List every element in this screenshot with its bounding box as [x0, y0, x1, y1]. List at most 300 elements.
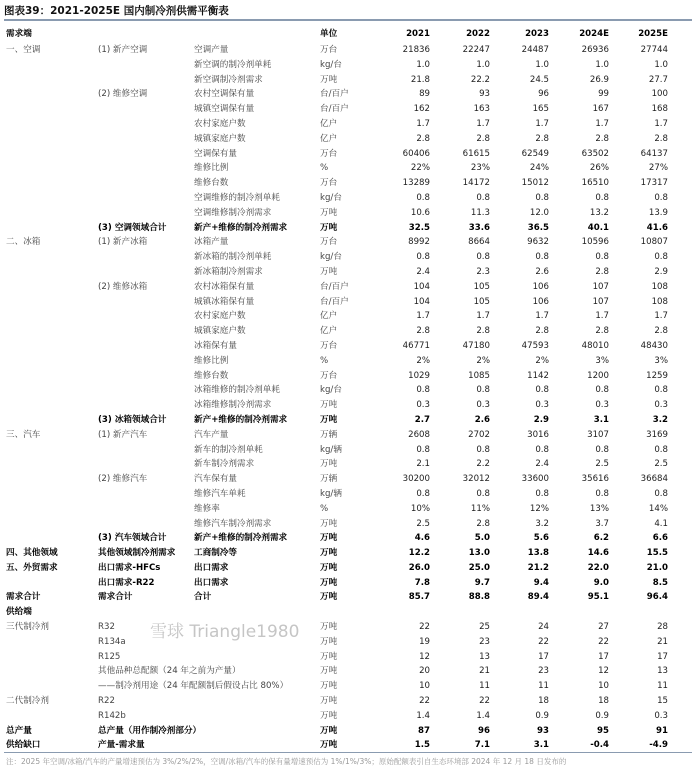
cell-unit: 万吨 [320, 266, 338, 277]
cell-value-2025e: 21.0 [646, 562, 668, 573]
cell-value-2022: 0.8 [476, 385, 490, 396]
cell-value-2025e: 2.8 [654, 133, 668, 144]
cell-item: 汽车保有量 [194, 474, 237, 485]
table-row [0, 546, 700, 561]
cell-item: 新产+维修的制冷剂需求 [194, 533, 288, 544]
table-row [0, 87, 700, 102]
cell-item: 维修台数 [194, 178, 229, 189]
cell-unit: 万吨 [320, 518, 338, 529]
cell-value-2023: 15012 [521, 178, 549, 189]
cell-value-2024e: 26.9 [589, 74, 609, 85]
cell-category: 三、汽车 [6, 429, 41, 440]
cell-value-2022: 7.1 [474, 740, 490, 751]
cell-value-2025e: 8.5 [652, 577, 668, 588]
cell-item: 冰箱维修的制冷剂单耗 [194, 385, 280, 396]
cell-item: 合计 [194, 592, 212, 603]
cell-value-2025e: 17317 [640, 178, 668, 189]
cell-value-2021: 0.8 [416, 252, 430, 263]
cell-category: 供给缺口 [6, 740, 41, 751]
cell-value-2023: 62549 [521, 148, 549, 159]
cell-value-2025e: 0.8 [654, 444, 668, 455]
cell-value-2023: 18 [538, 696, 549, 707]
cell-value-2025e: 96.4 [646, 592, 668, 603]
cell-value-2025e: 27.7 [648, 74, 668, 85]
cell-item: 新冰箱制冷剂需求 [194, 266, 263, 277]
cell-unit: 万吨 [320, 459, 338, 470]
cell-value-2023: 1.7 [535, 311, 549, 322]
cell-value-2023: 93 [537, 725, 549, 736]
cell-value-2024e: 22.0 [587, 562, 609, 573]
cell-value-2023: 2.4 [535, 459, 549, 470]
cell-value-2025e: 15.5 [646, 548, 668, 559]
cell-item: 城镇家庭户数 [194, 326, 246, 337]
cell-unit: 万吨 [320, 696, 338, 707]
cell-value-2025e: 27744 [640, 45, 668, 55]
cell-value-2023: 23 [538, 666, 549, 677]
cell-value-2025e: 48430 [640, 340, 668, 351]
cell-value-2021: 26.0 [408, 562, 430, 573]
table-row [0, 428, 700, 443]
cell-unit: 万台 [320, 340, 338, 351]
table-row [0, 605, 700, 620]
cell-unit: 万台 [320, 237, 338, 248]
cell-subcategory: R134a [98, 636, 126, 647]
cell-value-2022: 0.3 [476, 400, 490, 411]
cell-value-2021: 8992 [408, 237, 430, 248]
cell-unit: 万台 [320, 148, 338, 159]
table-row [0, 280, 700, 295]
cell-value-2024e: 14.6 [587, 548, 609, 559]
cell-subcategory: (2) 维修汽车 [98, 474, 148, 485]
table-row [0, 102, 700, 117]
cell-value-2021: 4.6 [414, 533, 430, 544]
table-row [0, 176, 700, 191]
cell-value-2025e: 0.8 [654, 488, 668, 499]
cell-value-2024e: 35616 [581, 474, 609, 485]
cell-item: 出口需求 [194, 577, 229, 588]
cell-value-2025e: 64137 [640, 148, 668, 159]
header-value-2025e: 2025E [638, 29, 668, 39]
cell-value-2023: 33600 [521, 474, 549, 485]
cell-value-2021: 7.8 [414, 577, 430, 588]
cell-subcategory: 需求合计 [98, 592, 133, 603]
cell-value-2021: 2.7 [414, 414, 430, 425]
cell-value-2022: 2.8 [476, 518, 490, 529]
cell-value-2022: 88.8 [468, 592, 490, 603]
cell-value-2024e: 107 [592, 281, 609, 292]
cell-value-2022: 21 [479, 666, 490, 677]
cell-value-2024e: 0.8 [595, 192, 609, 203]
cell-subcategory: R142b [98, 710, 126, 721]
cell-value-2023: 5.6 [533, 533, 549, 544]
cell-value-2025e: 28 [657, 622, 668, 633]
cell-value-2023: 21.2 [527, 562, 549, 573]
cell-value-2021: 22 [419, 696, 430, 707]
table-row [0, 147, 700, 162]
cell-value-2022: 2702 [468, 429, 490, 440]
table-title: 图表39：2021-2025E 国内制冷剂供需平衡表 [4, 5, 229, 17]
cell-value-2024e: 0.8 [595, 488, 609, 499]
cell-unit: % [320, 355, 329, 366]
cell-value-2024e: 0.8 [595, 444, 609, 455]
cell-value-2021: 1.4 [416, 710, 430, 721]
cell-value-2024e: 26936 [581, 45, 609, 55]
header-unit: 单位 [320, 29, 338, 39]
cell-value-2022: 22 [479, 696, 490, 707]
cell-value-2021: 21.8 [410, 74, 430, 85]
cell-value-2025e: 10807 [640, 237, 668, 248]
cell-value-2025e: 27% [648, 163, 668, 174]
cell-value-2022: 2% [476, 355, 490, 366]
cell-value-2022: 32012 [462, 474, 490, 485]
cell-value-2025e: 168 [651, 104, 668, 115]
cell-item: 新空调的制冷剂单耗 [194, 59, 272, 70]
cell-value-2023: 0.9 [535, 710, 549, 721]
cell-item: 出口需求 [194, 562, 229, 573]
cell-category: 供给端 [6, 607, 32, 618]
cell-value-2023: 0.8 [535, 252, 549, 263]
table-row [0, 664, 700, 679]
cell-value-2021: 2.5 [416, 518, 430, 529]
cell-subcategory: 总产量（用作制冷剂部分） [98, 725, 202, 736]
cell-value-2022: 105 [473, 296, 490, 307]
cell-unit: 万吨 [320, 666, 338, 677]
cell-item: 空调产量 [194, 45, 229, 55]
table-row [0, 709, 700, 724]
cell-value-2021: 89 [419, 89, 430, 100]
cell-unit: 万吨 [320, 74, 338, 85]
cell-value-2024e: 22 [598, 636, 609, 647]
cell-subcategory: R22 [98, 696, 115, 707]
cell-item: 维修比例 [194, 163, 229, 174]
cell-value-2023: 0.8 [535, 385, 549, 396]
table-row [0, 398, 700, 413]
cell-value-2021: 87 [418, 725, 430, 736]
cell-value-2024e: 1.7 [595, 118, 609, 129]
cell-value-2023: 0.8 [535, 444, 549, 455]
cell-value-2024e: 10596 [581, 237, 609, 248]
cell-unit: % [320, 163, 329, 174]
cell-value-2024e: 3.7 [595, 518, 609, 529]
cell-value-2024e: 48010 [581, 340, 609, 351]
cell-item: 空调维修的制冷剂单耗 [194, 192, 280, 203]
cell-value-2025e: 21 [657, 636, 668, 647]
header-value-2024e: 2024E [579, 29, 609, 39]
cell-value-2023: 36.5 [527, 222, 549, 233]
table-row [0, 235, 700, 250]
cell-unit: 万吨 [320, 207, 338, 218]
cell-subcategory: (2) 维修空调 [98, 89, 148, 100]
cell-value-2022: 33.6 [468, 222, 490, 233]
table-row [0, 250, 700, 265]
cell-item: 城镇空调保有量 [194, 104, 255, 115]
header-value-2021: 2021 [406, 29, 430, 39]
cell-value-2023: 24487 [521, 45, 549, 55]
cell-value-2025e: 0.8 [654, 385, 668, 396]
cell-value-2025e: 0.8 [654, 192, 668, 203]
cell-value-2021: 12 [419, 651, 430, 662]
cell-item: 农村家庭户数 [194, 118, 246, 129]
cell-value-2022: 0.8 [476, 488, 490, 499]
cell-value-2021: 104 [413, 281, 430, 292]
cell-value-2023: 12.0 [529, 207, 549, 218]
cell-unit: 万辆 [320, 429, 338, 440]
cell-value-2023: 106 [532, 296, 549, 307]
cell-value-2022: 22247 [462, 45, 490, 55]
table-row [0, 383, 700, 398]
cell-value-2024e: 6.2 [593, 533, 609, 544]
cell-unit: 万辆 [320, 474, 338, 485]
table-row [0, 679, 700, 694]
watermark: 雪球 Triangle1980 [150, 622, 300, 642]
cell-value-2022: 93 [479, 89, 490, 100]
cell-item: 新车制冷剂需求 [194, 459, 255, 470]
cell-subcategory: R32 [98, 622, 115, 633]
cell-item: 农村冰箱保有量 [194, 281, 255, 292]
table-row [0, 132, 700, 147]
table-row [0, 43, 700, 58]
table-row [0, 487, 700, 502]
cell-unit: kg/台 [320, 252, 342, 263]
cell-value-2024e: 107 [592, 296, 609, 307]
cell-value-2025e: 91 [656, 725, 668, 736]
table-row [0, 517, 700, 532]
cell-unit: 亿户 [320, 133, 338, 144]
cell-subcategory: R125 [98, 651, 121, 662]
cell-value-2023: 17 [538, 651, 549, 662]
cell-value-2023: 12% [529, 503, 549, 514]
cell-value-2022: 2.2 [476, 459, 490, 470]
cell-value-2024e: 1.0 [595, 59, 609, 70]
cell-value-2025e: 6.6 [652, 533, 668, 544]
cell-subcategory: 其他领域制冷剂需求 [98, 548, 176, 559]
cell-value-2021: 32.5 [408, 222, 430, 233]
cell-unit: 万吨 [320, 400, 338, 411]
cell-value-2022: 0.8 [476, 252, 490, 263]
cell-value-2022: 47180 [462, 340, 490, 351]
cell-item: 工商制冷等 [194, 548, 237, 559]
cell-category: 总产量 [6, 725, 32, 736]
supply-demand-table [0, 25, 700, 753]
cell-value-2021: 10% [410, 503, 430, 514]
cell-value-2025e: 3.2 [652, 414, 668, 425]
table-row [0, 324, 700, 339]
table-row [0, 635, 700, 650]
table-row [0, 502, 700, 517]
cell-category: 需求合计 [6, 592, 41, 603]
title-divider [4, 19, 692, 21]
cell-subcategory: (1) 新产汽车 [98, 429, 148, 440]
cell-value-2023: 0.8 [535, 192, 549, 203]
cell-value-2022: 13.0 [468, 548, 490, 559]
cell-unit: 台/百户 [320, 104, 349, 115]
cell-unit: 万台 [320, 178, 338, 189]
cell-item: 农村家庭户数 [194, 311, 246, 322]
cell-value-2023: 22 [538, 636, 549, 647]
table-header-row [0, 25, 700, 43]
cell-value-2022: 11 [479, 681, 490, 692]
cell-unit: kg/台 [320, 192, 342, 203]
cell-value-2022: 14172 [462, 178, 490, 189]
cell-value-2025e: 1.7 [654, 311, 668, 322]
table-row [0, 265, 700, 280]
cell-unit: 台/百户 [320, 89, 349, 100]
cell-value-2022: 25.0 [468, 562, 490, 573]
cell-value-2023: 2.9 [533, 414, 549, 425]
cell-value-2021: 10 [419, 681, 430, 692]
cell-unit: 万吨 [320, 222, 338, 233]
cell-value-2023: 0.8 [535, 488, 549, 499]
table-row [0, 221, 700, 236]
cell-item: 维修率 [194, 503, 220, 514]
cell-value-2025e: 100 [651, 89, 668, 100]
cell-value-2025e: 13.9 [648, 207, 668, 218]
cell-value-2023: 3016 [527, 429, 549, 440]
table-bottom-divider [4, 752, 692, 753]
table-row [0, 206, 700, 221]
cell-value-2024e: 10 [598, 681, 609, 692]
cell-subcategory: (3) 汽车领域合计 [98, 533, 167, 544]
cell-value-2022: 61615 [462, 148, 490, 159]
table-row [0, 161, 700, 176]
cell-unit: 万台 [320, 370, 338, 381]
cell-value-2021: 2.8 [416, 326, 430, 337]
cell-value-2024e: 1.7 [595, 311, 609, 322]
cell-value-2024e: 2.8 [595, 326, 609, 337]
table-row [0, 443, 700, 458]
cell-category: 二、冰箱 [6, 237, 41, 248]
cell-item: 冰箱产量 [194, 237, 229, 248]
cell-value-2024e: 18 [598, 696, 609, 707]
cell-value-2021: 0.3 [416, 400, 430, 411]
cell-value-2022: 2.3 [476, 266, 490, 277]
cell-value-2024e: 13.2 [589, 207, 609, 218]
cell-category: 四、其他领域 [6, 548, 58, 559]
cell-unit: kg/辆 [320, 488, 342, 499]
cell-value-2025e: 14% [648, 503, 668, 514]
cell-value-2022: 23 [479, 636, 490, 647]
cell-value-2025e: 1.7 [654, 118, 668, 129]
cell-unit: 万吨 [320, 725, 338, 736]
cell-value-2024e: 95.1 [587, 592, 609, 603]
cell-unit: 万台 [320, 45, 338, 55]
cell-item: 新冰箱的制冷剂单耗 [194, 252, 272, 263]
cell-value-2024e: 0.8 [595, 385, 609, 396]
cell-item: 维修台数 [194, 370, 229, 381]
table-row [0, 309, 700, 324]
header-value-2022: 2022 [466, 29, 490, 39]
table-row [0, 117, 700, 132]
cell-unit: 亿户 [320, 311, 338, 322]
cell-value-2021: 0.8 [416, 192, 430, 203]
cell-value-2025e: 3% [654, 355, 668, 366]
cell-value-2023: 11 [538, 681, 549, 692]
cell-value-2024e: 16510 [581, 178, 609, 189]
cell-subcategory: (1) 新产空调 [98, 45, 148, 55]
cell-value-2025e: 0.3 [654, 710, 668, 721]
cell-unit: 万吨 [320, 651, 338, 662]
cell-item: 冰箱维修制冷剂需求 [194, 400, 272, 411]
cell-subcategory: 出口需求-HFCs [98, 562, 161, 573]
cell-value-2025e: 108 [651, 296, 668, 307]
cell-value-2024e: 2.8 [595, 266, 609, 277]
cell-value-2024e: 17 [598, 651, 609, 662]
cell-value-2025e: 0.3 [654, 400, 668, 411]
cell-value-2023: 47593 [521, 340, 549, 351]
cell-value-2024e: 3% [595, 355, 609, 366]
cell-value-2024e: 95 [597, 725, 609, 736]
cell-value-2023: 1142 [527, 370, 549, 381]
cell-value-2021: 85.7 [408, 592, 430, 603]
cell-value-2025e: 1259 [646, 370, 668, 381]
cell-value-2025e: 2.5 [654, 459, 668, 470]
cell-subcategory: (2) 维修冰箱 [98, 281, 148, 292]
cell-value-2021: 1.7 [416, 311, 430, 322]
cell-value-2022: 2.6 [474, 414, 490, 425]
cell-subcategory: ——制冷剂用途（24 年配额制后假设占比 80%） [98, 681, 289, 692]
cell-item: 空调保有量 [194, 148, 237, 159]
cell-value-2025e: -4.9 [649, 740, 668, 751]
cell-value-2021: 60406 [402, 148, 430, 159]
cell-value-2024e: 0.3 [595, 400, 609, 411]
cell-unit: kg/台 [320, 385, 342, 396]
cell-value-2022: 1.0 [476, 59, 490, 70]
cell-value-2022: 8664 [468, 237, 490, 248]
cell-value-2024e: 3.1 [593, 414, 609, 425]
cell-subcategory: 其他品种总配额（24 年之前为产量） [98, 666, 241, 677]
cell-value-2025e: 4.1 [654, 518, 668, 529]
cell-value-2023: 96 [538, 89, 549, 100]
cell-value-2023: 24% [529, 163, 549, 174]
cell-value-2025e: 2.8 [654, 326, 668, 337]
cell-value-2025e: 0.8 [654, 252, 668, 263]
cell-value-2022: 1085 [468, 370, 490, 381]
cell-item: 新车的制冷剂单耗 [194, 444, 263, 455]
table-row [0, 576, 700, 591]
cell-value-2024e: 40.1 [587, 222, 609, 233]
cell-value-2021: 13289 [402, 178, 430, 189]
cell-value-2024e: 2.8 [595, 133, 609, 144]
cell-item: 农村空调保有量 [194, 89, 255, 100]
table-row [0, 531, 700, 546]
cell-value-2025e: 2.9 [654, 266, 668, 277]
cell-value-2021: 2.4 [416, 266, 430, 277]
cell-unit: 万吨 [320, 740, 338, 751]
cell-value-2021: 22% [410, 163, 430, 174]
cell-value-2025e: 41.6 [646, 222, 668, 233]
cell-value-2022: 13 [479, 651, 490, 662]
cell-value-2025e: 17 [657, 651, 668, 662]
cell-value-2023: 3.1 [533, 740, 549, 751]
cell-item: 维修汽车制冷剂需求 [194, 518, 272, 529]
cell-value-2021: 10.6 [410, 207, 430, 218]
cell-value-2025e: 13 [657, 666, 668, 677]
cell-value-2023: 2.8 [535, 326, 549, 337]
cell-value-2022: 96 [478, 725, 490, 736]
table-row [0, 561, 700, 576]
cell-unit: kg/台 [320, 59, 342, 70]
cell-item: 空调维修制冷剂需求 [194, 207, 272, 218]
cell-value-2022: 9.7 [474, 577, 490, 588]
cell-unit: kg/辆 [320, 444, 342, 455]
cell-value-2024e: 1200 [587, 370, 609, 381]
cell-value-2022: 11.3 [470, 207, 490, 218]
cell-value-2023: 165 [532, 104, 549, 115]
cell-value-2021: 2.8 [416, 133, 430, 144]
cell-value-2022: 2.8 [476, 133, 490, 144]
cell-unit: 亿户 [320, 326, 338, 337]
cell-value-2024e: 9.0 [593, 577, 609, 588]
